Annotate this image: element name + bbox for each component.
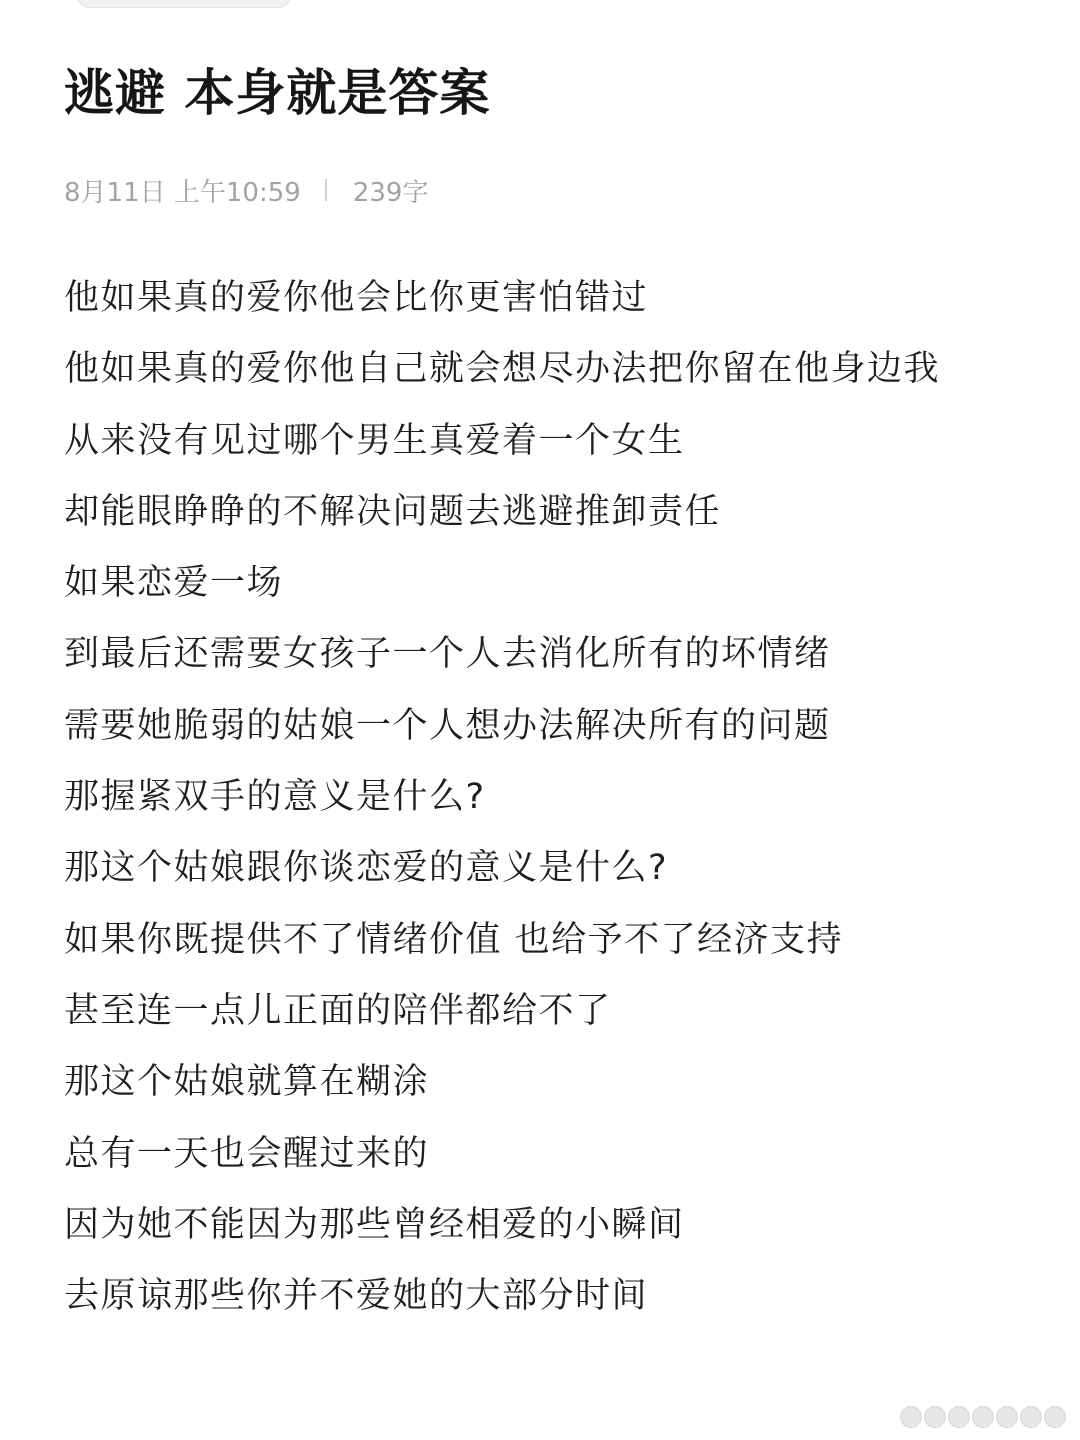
note-meta bbox=[64, 170, 428, 210]
note-line: 他如果真的爱你他自己就会想尽办法把你留在他身边我 bbox=[64, 349, 941, 390]
watermark-dot-icon bbox=[1044, 1406, 1066, 1428]
note-line: 如果恋爱一场 bbox=[64, 563, 284, 604]
watermark-dot-icon bbox=[924, 1406, 946, 1428]
note-line: 因为她不能因为那些曾经相爱的小瞬间 bbox=[64, 1204, 685, 1245]
note-line: 那握紧双手的意义是什么? bbox=[64, 777, 486, 818]
watermark-dot-icon bbox=[900, 1406, 922, 1428]
watermark-logo bbox=[900, 1406, 1066, 1428]
note-line: 甚至连一点儿正面的陪伴都给不了 bbox=[64, 990, 612, 1031]
watermark-dot-icon bbox=[948, 1406, 970, 1428]
note-line: 需要她脆弱的姑娘一个人想办法解决所有的问题 bbox=[64, 705, 831, 746]
note-line: 去原谅那些你并不爱她的大部分时间 bbox=[64, 1276, 649, 1317]
watermark-dot-icon bbox=[1020, 1406, 1042, 1428]
note-line: 总有一天也会醒过来的 bbox=[64, 1133, 430, 1174]
word-count: 239字 bbox=[352, 177, 429, 208]
note-line: 却能眼睁睁的不解决问题去逃避推卸责任 bbox=[64, 491, 722, 532]
top-search-bar-edge[interactable] bbox=[76, 0, 292, 8]
note-date: 8月11日 上午10:59 bbox=[64, 177, 301, 208]
note-line: 那这个姑娘就算在糊涂 bbox=[64, 1062, 430, 1103]
note-line: 那这个姑娘跟你谈恋爱的意义是什么? bbox=[64, 848, 669, 889]
note-line: 到最后还需要女孩子一个人去消化所有的坏情绪 bbox=[64, 634, 831, 675]
watermark-dot-icon bbox=[972, 1406, 994, 1428]
meta-divider bbox=[325, 179, 327, 201]
note-body[interactable] bbox=[64, 263, 1024, 1332]
note-line: 如果你既提供不了情绪价值 也给予不了经济支持 bbox=[64, 919, 844, 960]
note-title[interactable]: 逃避 本身就是答案 bbox=[64, 64, 491, 122]
note-line: 从来没有见过哪个男生真爱着一个女生 bbox=[64, 420, 685, 461]
note-line: 他如果真的爱你他会比你更害怕错过 bbox=[64, 278, 649, 318]
watermark-dot-icon bbox=[996, 1406, 1018, 1428]
